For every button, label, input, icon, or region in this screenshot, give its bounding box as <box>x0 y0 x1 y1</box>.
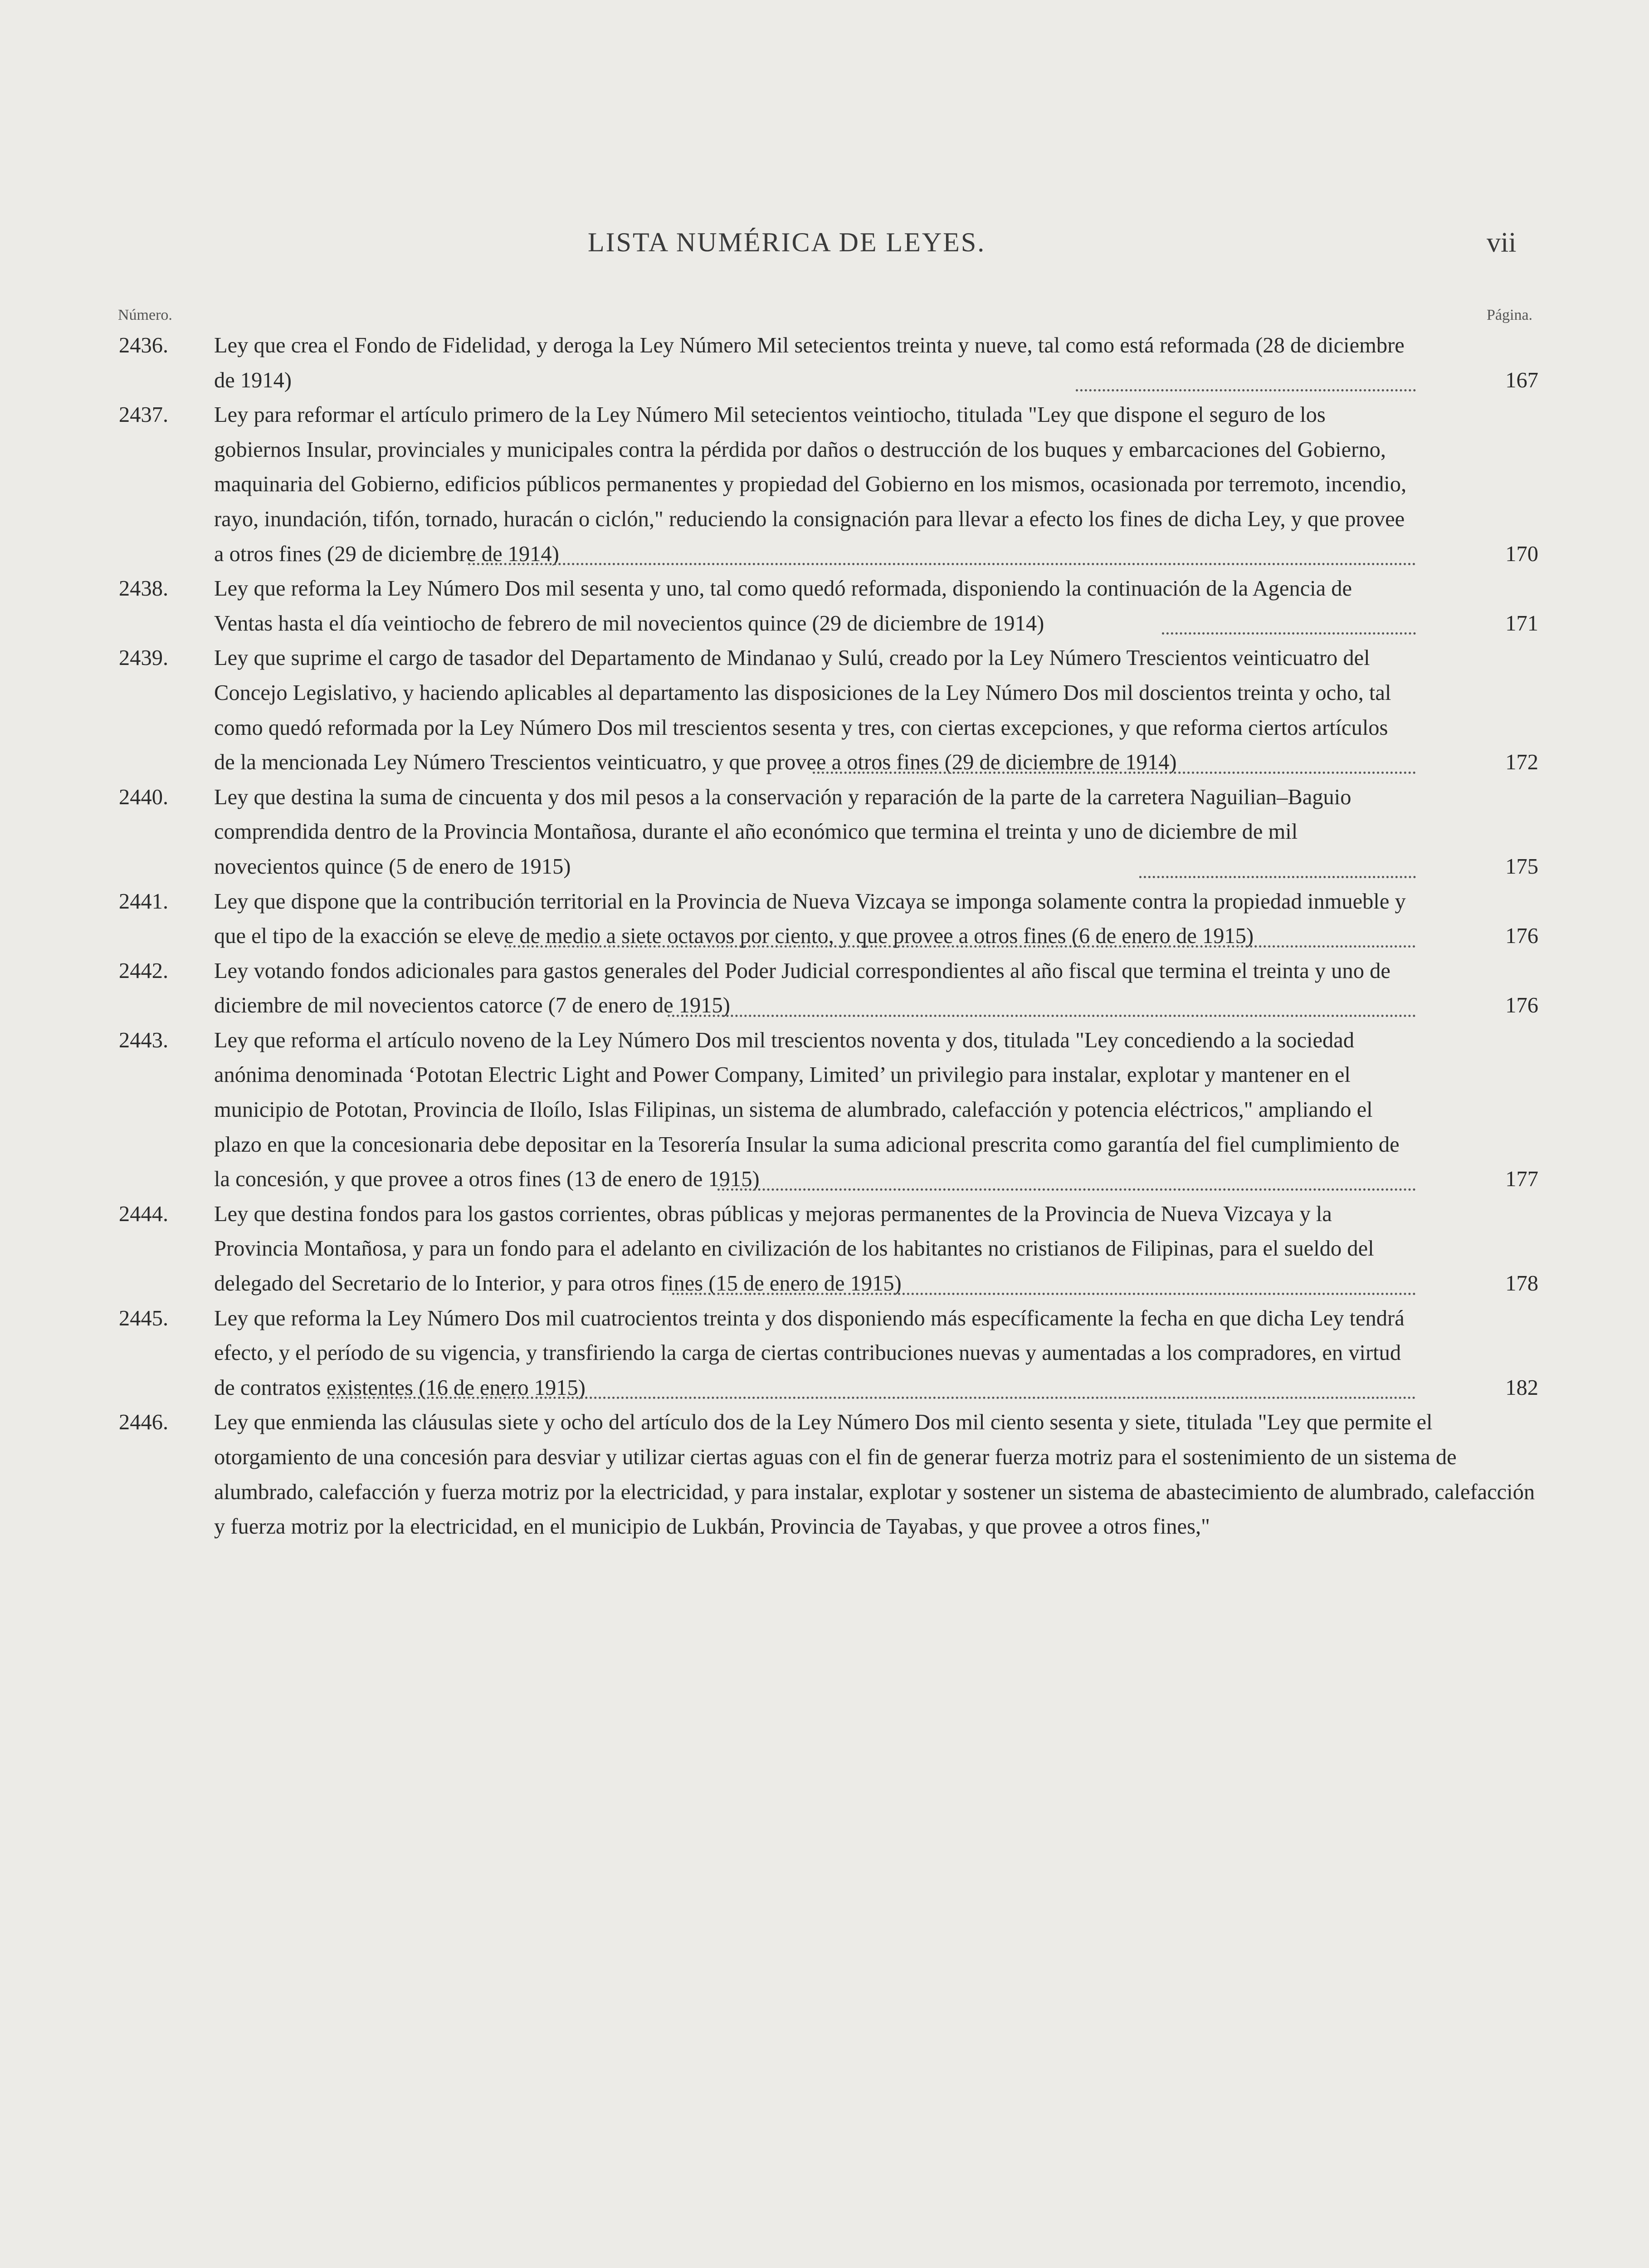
dot-leader <box>1139 876 1416 878</box>
law-description: Ley para reformar el artículo primero de la Ley Número Mil setecientos veintiocho, titulada "Ley que dispone el seguro de los gobiernos Insular, provinciales y municipales contra la pérdida por daños o destrucción de los buques y embarcaciones del Gobierno, maquinaria del Gobierno, edificios públicos permanentes y propiedad del Gobierno en los mismos, ocasionada por terremoto, incendio, rayo, inundación, tifón, tornado, huracán o ciclón," reduciendo la consignación para llevar a efecto los fines de dicha Ley, y que provee a otros fines (29 de diciembre de 1914) <box>214 403 1407 566</box>
dot-leader <box>468 563 1416 565</box>
law-number: 2440. <box>119 785 169 809</box>
law-number: 2445. <box>119 1306 169 1330</box>
law-number: 2442. <box>119 958 169 983</box>
law-number: 2441. <box>119 889 169 914</box>
dot-leader <box>1076 389 1416 391</box>
law-entry <box>119 1301 1538 1406</box>
law-number: 2437. <box>119 403 169 427</box>
law-number: 2446. <box>119 1410 169 1435</box>
law-page-number: 182 <box>1505 1375 1538 1400</box>
law-page-number: 171 <box>1505 611 1538 635</box>
law-description: Ley que crea el Fondo de Fidelidad, y deroga la Ley Número Mil setecientos treinta y nueve, tal como está reformada (28 de diciembre de 1914) <box>214 333 1405 392</box>
law-entry-body <box>214 398 1538 572</box>
page-folio: vii <box>1487 227 1517 258</box>
law-page-number: 175 <box>1505 854 1538 879</box>
law-description: Ley que enmienda las cláusulas siete y ocho del artículo dos de la Ley Número Dos mil ciento sesenta y siete, titulada "Ley que permite el otorgamiento de una concesión para desviar y utilizar ciertas aguas con el fin de generar fuerza motriz para el sostenimiento de un sistema de alumbrado, calefacción y fuerza motriz por la electricidad, y para instalar, explotar y sostener un sistema de abastecimiento de alumbrado, calefacción y fuerza motriz por la electricidad, en el municipio de Lukbán, Provincia de Tayabas, y que provee a otros fines," <box>214 1410 1535 1539</box>
law-entry-body <box>214 1405 1538 1544</box>
law-page-number: 178 <box>1505 1271 1538 1296</box>
law-description: Ley que reforma la Ley Número Dos mil cuatrocientos treinta y dos disponiendo más específicamente la fecha en que dicha Ley tendrá efecto, y el período de su vigencia, y transfiriendo la carga de ciertas contribuciones nuevas y aumentadas a los compradores, en virtud de contratos existentes (16 de enero 1915) <box>214 1306 1405 1400</box>
law-description: Ley votando fondos adicionales para gastos generales del Poder Judicial correspondientes al año fiscal que termina el treinta y uno de diciembre de mil novecientos catorce (7 de enero de 1915) <box>214 958 1390 1018</box>
column-label-pagina: Página. <box>1487 307 1533 323</box>
law-entry <box>119 954 1538 1023</box>
law-entry-body <box>214 1301 1538 1406</box>
law-entry <box>119 780 1538 885</box>
dot-leader <box>327 1397 1416 1399</box>
law-description: Ley que reforma el artículo noveno de la Ley Número Dos mil trescientos noventa y dos, titulada "Ley concediendo a la sociedad anónima denominada ‘Pototan Electric Light and Power Company, Limited’ un privilegio para instalar, explotar y mantener en el municipio de Pototan, Provincia de Iloílo, Islas Filipinas, un sistema de alumbrado, calefacción y potencia eléctricos," ampliando el plazo en que la concesionaria debe depositar en la Tesorería Insular la suma adicional prescrita como garantía del fiel cumplimiento de la concesión, y que provee a otros fines (13 de enero de 1915) <box>214 1028 1400 1192</box>
dot-leader <box>504 945 1416 948</box>
law-entry <box>119 1197 1538 1301</box>
law-entry-body <box>214 572 1538 641</box>
law-entry-body <box>214 1023 1538 1197</box>
law-entry <box>119 328 1538 398</box>
law-description: Ley que destina fondos para los gastos corrientes, obras públicas y mejoras permanentes de la Provincia de Nueva Vizcaya y la Provincia Montañosa, y para un fondo para el adelanto en civilización de los habitantes no cristianos de Filipinas, para el sueldo del delegado del Secretario de lo Interior, y para otros fines (15 de enero de 1915) <box>214 1202 1374 1296</box>
law-entry-body <box>214 1197 1538 1301</box>
law-list <box>119 328 1538 1545</box>
law-page-number: 167 <box>1505 368 1538 392</box>
law-page-number: 170 <box>1505 542 1538 566</box>
law-entry-body <box>214 954 1538 1023</box>
law-entry <box>119 1405 1538 1544</box>
law-entry-body <box>214 328 1538 398</box>
law-entry <box>119 572 1538 641</box>
column-label-numero: Número. <box>118 307 172 323</box>
law-number: 2444. <box>119 1202 169 1226</box>
law-description: Ley que reforma la Ley Número Dos mil sesenta y uno, tal como quedó reformada, disponiendo la continuación de la Agencia de Ventas hasta el día veintiocho de febrero de mil novecientos quince (29 de diciembre de 1914) <box>214 577 1352 635</box>
dot-leader <box>717 1188 1416 1191</box>
law-page-number: 176 <box>1505 993 1538 1018</box>
law-number: 2443. <box>119 1028 169 1052</box>
law-number: 2436. <box>119 333 169 357</box>
law-entry <box>119 398 1538 572</box>
law-page-number: 176 <box>1505 924 1538 948</box>
law-number: 2439. <box>119 646 169 670</box>
dot-leader <box>668 1015 1416 1017</box>
law-description: Ley que dispone que la contribución territorial en la Provincia de Nueva Vizcaya se imponga solamente contra la propiedad inmueble y que el tipo de la exacción se eleve de medio a siete octavos por ciento, y que provee a otros fines (6 de enero de 1915) <box>214 889 1406 948</box>
running-head: LISTA NUMÉRICA DE LEYES. <box>588 227 986 257</box>
law-entry-body <box>214 885 1538 954</box>
dot-leader <box>672 1293 1416 1295</box>
law-entry-body <box>214 641 1538 780</box>
law-entry <box>119 641 1538 780</box>
law-page-number: 172 <box>1505 750 1538 775</box>
law-page-number: 177 <box>1505 1167 1538 1192</box>
law-entry-body <box>214 780 1538 885</box>
law-entry <box>119 1023 1538 1197</box>
dot-leader <box>1162 632 1416 635</box>
law-number: 2438. <box>119 577 169 601</box>
law-entry <box>119 885 1538 954</box>
law-description: Ley que destina la suma de cincuenta y dos mil pesos a la conservación y reparación de la parte de la carretera Naguilian–Baguio comprendida dentro de la Provincia Montañosa, durante el año económico que termina el treinta y uno de diciembre de mil novecientos quince (5 de enero de 1915) <box>214 785 1351 879</box>
dot-leader <box>813 772 1416 774</box>
law-description: Ley que suprime el cargo de tasador del Departamento de Mindanao y Sulú, creado por la Ley Número Trescientos veinticuatro del Concejo Legislativo, y haciendo aplicables al departamento las disposiciones de la Ley Número Dos mil doscientos treinta y ocho, tal como quedó reformada por la Ley Número Dos mil trescientos sesenta y tres, con ciertas excepciones, y que reforma ciertos artículos de la mencionada Ley Número Trescientos veinticuatro, y que provee a otros fines (29 de diciembre de 1914) <box>214 646 1391 775</box>
